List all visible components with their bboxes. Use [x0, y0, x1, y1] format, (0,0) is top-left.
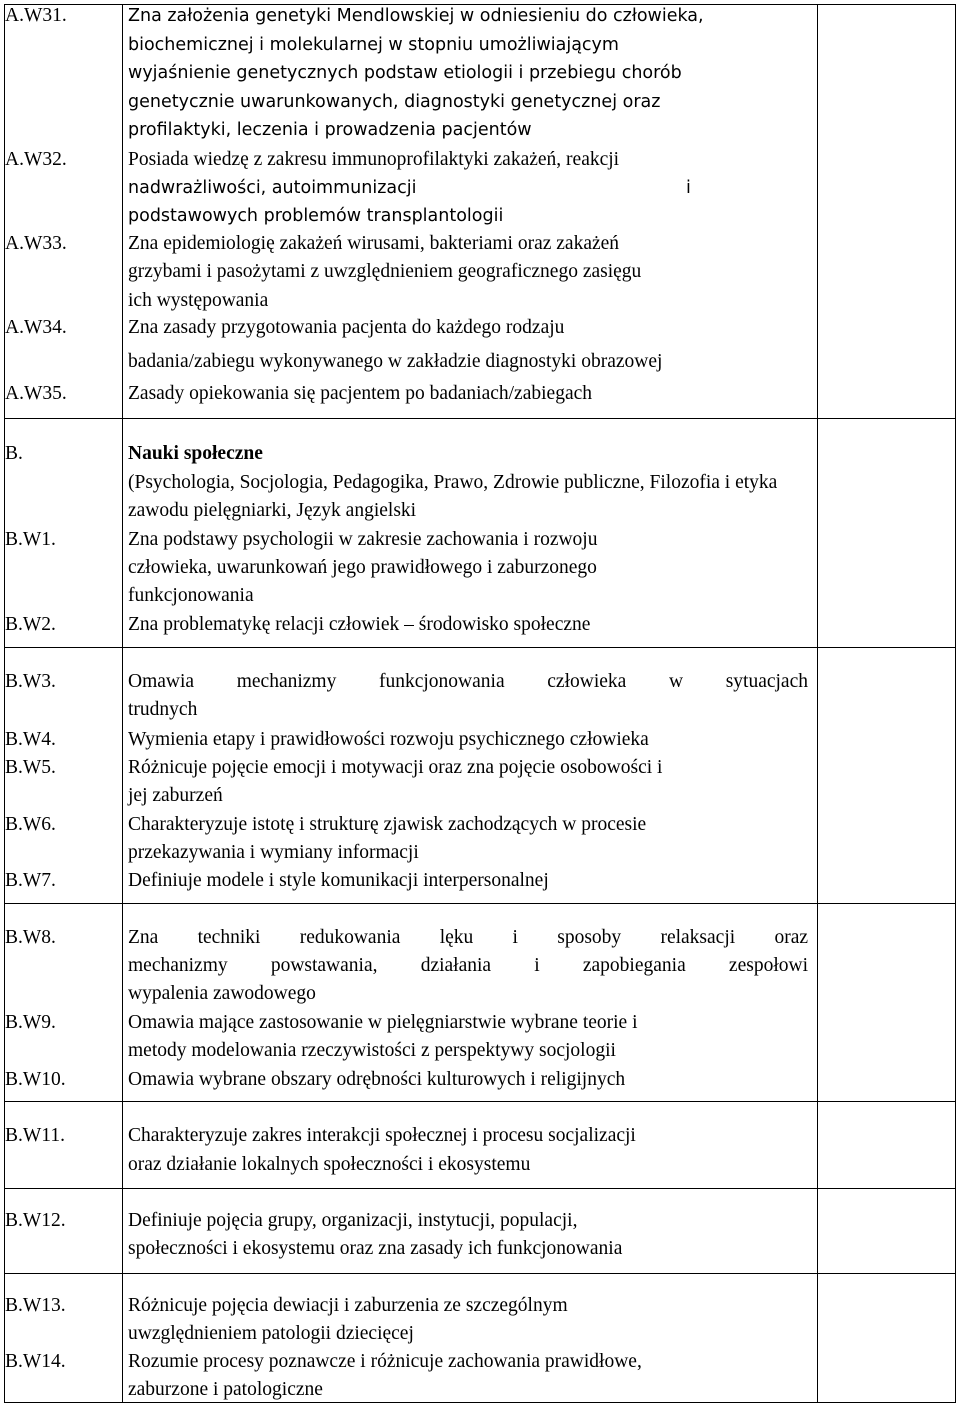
outcome-code: B.W2.: [5, 614, 56, 635]
outcome-description-line: Różnicuje pojęcie emocji i motywacji oraz zna pojęcie osobowości i: [128, 757, 663, 778]
outcome-description-line: podstawowych problemów transplantologii: [128, 206, 504, 226]
outcome-description-line: genetycznie uwarunkowanych, diagnostyki genetycznej oraz: [128, 92, 661, 112]
outcome-description-line: badania/zabiegu wykonywanego w zakładzie diagnostyki obrazowej: [128, 351, 663, 372]
outcome-code: B.W4.: [5, 729, 56, 750]
outcome-description-line: trudnych: [128, 699, 198, 720]
outcome-description-line: Charakteryzuje zakres interakcji społecznej i procesu socjalizacji: [128, 1125, 636, 1146]
outcome-description-line: metody modelowania rzeczywistości z perspektywy socjologii: [128, 1040, 616, 1061]
row-divider: [5, 418, 955, 419]
section-heading: Nauki społeczne: [128, 443, 263, 464]
outcome-description-line: wypalenia zawodowego: [128, 983, 316, 1004]
outcome-description-line: Omawia wybrane obszary odrębności kulturowych i religijnych: [128, 1069, 626, 1090]
outcome-code: B.W13.: [5, 1295, 66, 1316]
outcome-description-line: Wymienia etapy i prawidłowości rozwoju psychicznego człowieka: [128, 729, 649, 750]
row-divider: [5, 647, 955, 648]
outcome-description-line: profilaktyki, leczenia i prowadzenia pacjentów: [128, 120, 532, 140]
outcome-description-line: wyjaśnienie genetycznych podstaw etiologii i przebiegu chorób: [128, 63, 682, 83]
outcome-description-line: Omawia mechanizmy funkcjonowania człowieka w sytuacjach: [128, 671, 808, 692]
outcome-description-line: Definiuje modele i style komunikacji interpersonalnej: [128, 870, 549, 891]
outcome-description-line: Zna podstawy psychologii w zakresie zachowania i rozwoju: [128, 529, 598, 550]
outcome-code: B.W3.: [5, 671, 56, 692]
section-subjects: (Psychologia, Socjologia, Pedagogika, Prawo, Zdrowie publiczne, Filozofia i etyka: [128, 472, 778, 493]
outcome-description-line: przekazywania i wymiany informacji: [128, 842, 419, 863]
outcome-description-line: mechanizmy powstawania, działania i zapobiegania zespołowi: [128, 955, 808, 976]
row-divider: [5, 1273, 955, 1274]
outcome-description-line: Posiada wiedzę z zakresu immunoprofilaktyki zakażeń, reakcji: [128, 149, 620, 170]
outcome-description-line: zaburzone i patologiczne: [128, 1379, 323, 1400]
outcome-description-line: biochemicznej i molekularnej w stopniu umożliwiającym: [128, 35, 619, 55]
outcome-code: B.W11.: [5, 1125, 65, 1146]
outcome-code: B.W1.: [5, 529, 56, 550]
outcome-code: A.W33.: [5, 233, 67, 254]
outcome-description-line: Zna problematykę relacji człowiek – środowisko społeczne: [128, 614, 591, 635]
outcome-code: B.W6.: [5, 814, 56, 835]
outcome-description-line: Zna techniki redukowania lęku i sposoby relaksacji oraz: [128, 927, 808, 948]
outcome-code: B.W9.: [5, 1012, 56, 1033]
outcome-code: B.W12.: [5, 1210, 66, 1231]
row-divider: [5, 1188, 955, 1189]
outcome-description-line: oraz działanie lokalnych społeczności i ekosystemu: [128, 1154, 531, 1175]
outcome-description-line: jej zaburzeń: [128, 785, 223, 806]
outcome-description-line: ich występowania: [128, 290, 269, 311]
outcome-description-line: Zna założenia genetyki Mendlowskiej w odniesieniu do człowieka,: [128, 6, 704, 26]
outcome-description-line: Zna epidemiologię zakażeń wirusami, bakteriami oraz zakażeń: [128, 233, 620, 254]
column-divider: [817, 5, 818, 1402]
outcome-description-line: funkcjonowania: [128, 585, 254, 606]
section-subjects: zawodu pielęgniarki, Język angielski: [128, 500, 417, 521]
outcome-code: B.W10.: [5, 1069, 66, 1090]
outcome-description-line: i: [686, 178, 691, 198]
outcome-description-line: grzybami i pasożytami z uwzględnieniem geograficznego zasięgu: [128, 261, 642, 282]
outcome-code: B.W8.: [5, 927, 56, 948]
outcome-description-line: Zna zasady przygotowania pacjenta do każdego rodzaju: [128, 317, 565, 338]
outcome-description-line: Różnicuje pojęcia dewiacji i zaburzenia ze szczególnym: [128, 1295, 568, 1316]
outcome-description-line: Definiuje pojęcia grupy, organizacji, instytucji, populacji,: [128, 1210, 578, 1231]
outcome-description-line: nadwrażliwości, autoimmunizacji: [128, 178, 417, 198]
column-divider: [122, 5, 123, 1402]
outcome-code: B.: [5, 443, 23, 464]
outcome-code: B.W7.: [5, 870, 56, 891]
outcome-code: A.W31.: [5, 5, 67, 26]
outcome-description-line: Rozumie procesy poznawcze i różnicuje zachowania prawidłowe,: [128, 1351, 642, 1372]
outcome-code: A.W34.: [5, 317, 67, 338]
outcome-description-line: społeczności i ekosystemu oraz zna zasady ich funkcjonowania: [128, 1238, 623, 1259]
outcome-code: B.W5.: [5, 757, 56, 778]
outcome-description-line: Charakteryzuje istotę i strukturę zjawisk zachodzących w procesie: [128, 814, 647, 835]
outcome-description-line: Omawia mające zastosowanie w pielęgniarstwie wybrane teorie i: [128, 1012, 638, 1033]
outcome-code: A.W32.: [5, 149, 67, 170]
outcome-description-line: Zasady opiekowania się pacjentem po badaniach/zabiegach: [128, 383, 593, 404]
outcome-description-line: uwzględnieniem patologii dziecięcej: [128, 1323, 414, 1344]
row-divider: [5, 903, 955, 904]
outcome-code: B.W14.: [5, 1351, 66, 1372]
row-divider: [5, 1101, 955, 1102]
outcome-code: A.W35.: [5, 383, 67, 404]
outcome-description-line: człowieka, uwarunkowań jego prawidłowego i zaburzonego: [128, 557, 597, 578]
